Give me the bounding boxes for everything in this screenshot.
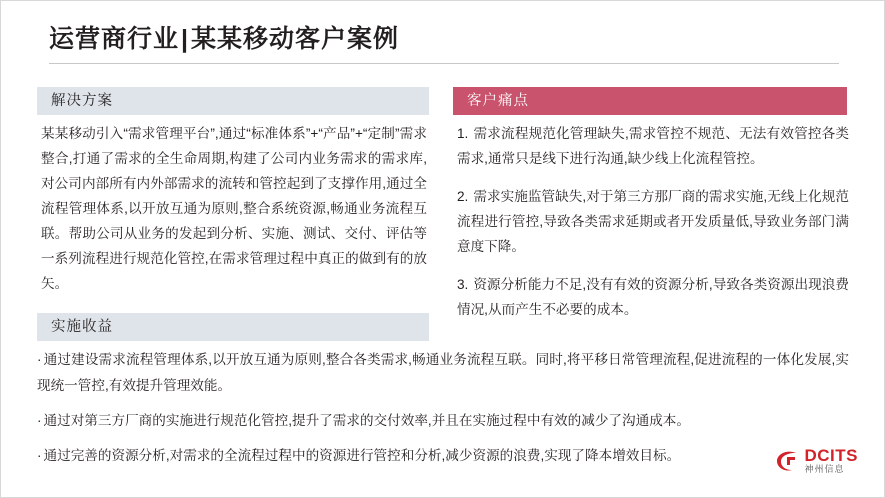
pain-item-text: 资源分析能力不足,没有有效的资源分析,导致各类资源出现浪费情况,从而产生不必要的成本。: [457, 277, 849, 317]
benefit-list-item: [37, 443, 849, 469]
bullet-icon: ·: [37, 448, 42, 463]
title-main: 运营商行业: [49, 25, 180, 53]
title-line: [49, 19, 839, 55]
benefit-item-text: 通过建设需求流程管理体系,以开放互通为原则,整合各类需求,畅通业务流程互联。同时,将平移日常管理流程,促进流程的一体化发展,实现统一管控,有效提升管理效能。: [37, 352, 849, 393]
pain-panel-heading: 客户痛点: [453, 87, 847, 115]
pain-item: [457, 121, 849, 171]
benefit-panel-body: [37, 347, 849, 478]
logo-mark-icon: [773, 447, 801, 475]
logo-en-text: DCITS: [804, 446, 858, 466]
benefit-item-text: 通过对第三方厂商的实施进行规范化管控,提升了需求的交付效率,并且在实施过程中有效的减少了沟通成本。: [43, 413, 690, 428]
solution-panel-heading: 解决方案: [37, 87, 429, 115]
pain-item-text: 需求实施监管缺失,对于第三方那厂商的需求实施,无线上化规范流程进行管控,导致各类需求延期或者开发质量低,导致业务部门满意度下降。: [457, 189, 849, 254]
pain-item: [457, 184, 849, 259]
logo-cn-text: 神州信息: [804, 464, 845, 475]
pain-item-number: 1.: [457, 126, 469, 141]
pain-item-text: 需求流程规范化管理缺失,需求管控不规范、无法有效管控各类需求,通常只是线下进行沟通,缺少线上化流程管控。: [457, 126, 849, 166]
benefit-panel-heading: 实施收益: [37, 313, 429, 341]
title-divider-rule: [49, 63, 839, 64]
benefit-list-item: [37, 408, 849, 434]
page-title: [49, 19, 839, 55]
solution-panel-body: 某某移动引入“需求管理平台”,通过“标准体系”+“产品”+“定制”需求整合,打通了需求的全生命周期,构建了公司内业务需求的需求库,对公司内部所有内外部需求的流转和管控起到了支撑作用,通过全流程管理体系,以开放互通为原则,整合系统资源,畅通业务流程互联。帮助公司从业务的发起到分析、实施、测试、交付、评估等一系列流程进行规范化管控,在需求管理过程中真正的做到有的放矢。: [41, 126, 427, 291]
pain-item-number: 3.: [457, 277, 469, 292]
title-sub: 某某移动客户案例: [191, 25, 400, 53]
company-logo: [773, 441, 859, 481]
benefit-item-text: 通过完善的资源分析,对需求的全流程过程中的资源进行管控和分析,减少资源的浪费,实现了降本增效目标。: [43, 448, 681, 463]
title-divider: |: [181, 25, 190, 53]
logo-text: [805, 447, 859, 474]
bullet-icon: ·: [37, 413, 42, 428]
benefit-list-item: [37, 347, 849, 399]
bullet-icon: ·: [37, 352, 42, 367]
pain-item-number: 2.: [457, 189, 469, 204]
pain-panel-body: [457, 121, 849, 335]
pain-item: [457, 272, 849, 322]
